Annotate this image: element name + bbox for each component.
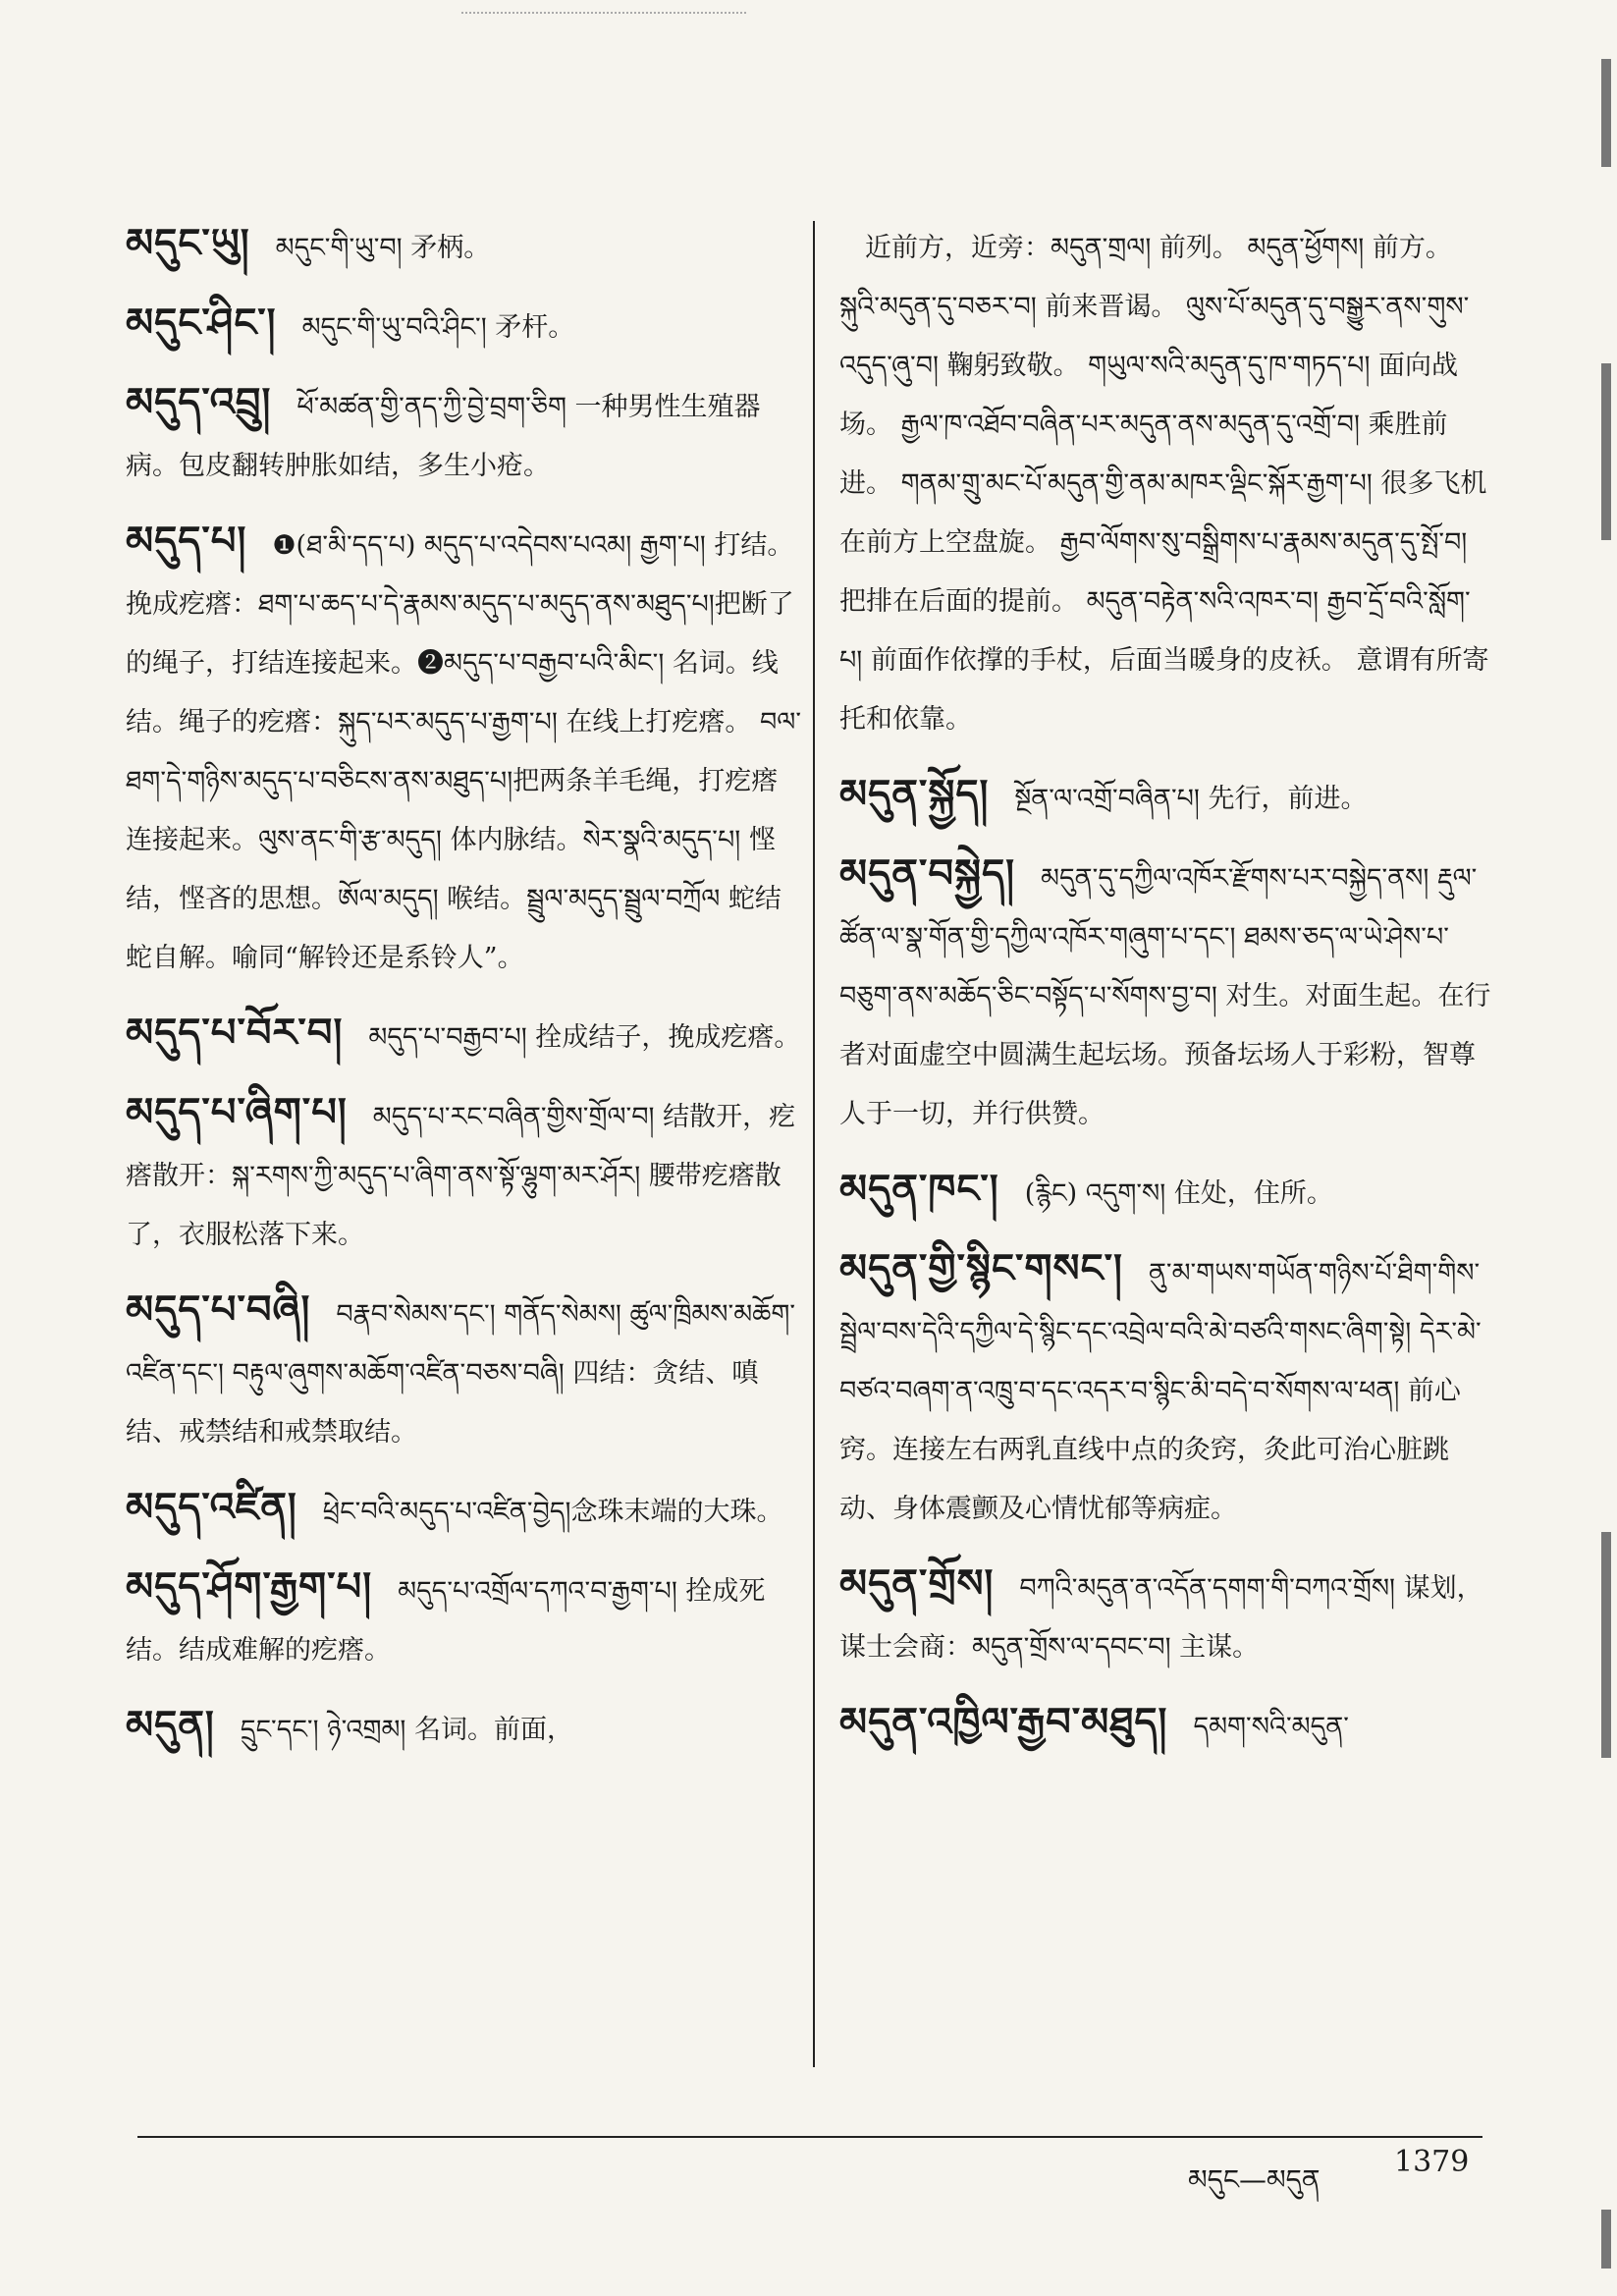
entry-headword: མདུང་ཡུ། bbox=[126, 221, 250, 266]
edge-mark bbox=[1601, 59, 1611, 167]
edge-mark bbox=[1601, 1532, 1611, 1758]
dictionary-entry bbox=[126, 1281, 803, 1462]
entry-definition: མདུང་གི་ཡུ་བའི་ཤིང་། 矛杆。 bbox=[301, 312, 575, 343]
entry-definition: སྔོན་ལ་འགྲོ་བཞིན་པ། 先行，前进。 bbox=[1014, 784, 1368, 814]
entry-definition: མདུན་དུ་དཀྱིལ་འཁོར་རྫོགས་པར་བསྐྱེད་ནས། རྡུལ་ཚོན་ལ་སྣ་གོན་གྱི་དཀྱིལ་འཁོར་གཞུག་པ་དང་། ཐམས་ཅད་ལ་ཡེ་ཤེས་པ་བཅུག་ནས་མཆོད་ཅིང་བསྟོད་པ་སོགས་བྱ་བ། 对生。对面生起。在行者对面虚空中圆满生起坛场。预备坛场人于彩粉，智尊人于一切，并行供赞。 bbox=[839, 863, 1491, 1129]
footer-rule bbox=[137, 2136, 1482, 2138]
entry-definition: བརྣབ་སེམས་དང་། གནོད་སེམས། ཚུལ་ཁྲིམས་མཆོག་འཛིན་དང་། བརྟུལ་ཞུགས་མཆོག་འཛིན་བཅས་བཞི། 四结：贪结、嗔结、戒禁结和戒禁取结。 bbox=[126, 1299, 796, 1448]
entry-definition: མདུད་པ་རང་བཞིན་གྱིས་གྲོལ་བ། 结散开，疙瘩散开：སྐ་རགས་ཀྱི་མདུད་པ་ཞིག་ནས་སྟོ་ལྷུག་མར་ཤོར། 腰带疙瘩散了，衣服松落下来。 bbox=[126, 1102, 796, 1250]
dictionary-entry bbox=[839, 1160, 1492, 1224]
dictionary-entry bbox=[126, 294, 803, 357]
dictionary-entry bbox=[126, 512, 803, 988]
entry-headword: མདུན་གྲོས། bbox=[839, 1561, 995, 1607]
dictionary-entry bbox=[839, 1555, 1492, 1677]
top-dotted-rule bbox=[461, 12, 746, 14]
dictionary-entry bbox=[126, 1004, 803, 1067]
entry-headword: མདུན་ཁང་། bbox=[839, 1167, 999, 1212]
dictionary-entry bbox=[126, 373, 803, 496]
right-column bbox=[839, 214, 1492, 2050]
column-divider bbox=[813, 221, 815, 2067]
dictionary-entry bbox=[126, 1696, 803, 1760]
entry-definition: (རྙིང) འདུག་ས། 住处，住所。 bbox=[1024, 1178, 1333, 1209]
entry-headword: མདུད་པ་བཞི། bbox=[126, 1287, 311, 1333]
edge-mark bbox=[1601, 363, 1611, 540]
entry-headword: མདུན་བསྐྱེད། bbox=[839, 851, 1015, 897]
entry-definition: ཕྲེང་བའི་མདུད་པ་འཛིན་བྱེད།念珠末端的大珠。 bbox=[322, 1497, 783, 1527]
entry-headword: མདུན་འཁྱིལ་རྒྱབ་མཐུད། bbox=[839, 1700, 1168, 1745]
entry-definition: མདུད་པ་བརྒྱབ་པ། 拴成结子，挽成疙瘩。 bbox=[368, 1022, 801, 1053]
dictionary-entry-continued bbox=[839, 214, 1492, 749]
entry-headword: མདུད་འབྲུ། bbox=[126, 380, 272, 425]
entry-headword: མདུན་གྱི་སྙིང་གསང་། bbox=[839, 1246, 1123, 1291]
dictionary-entry bbox=[126, 1478, 803, 1542]
dictionary-entry bbox=[839, 1239, 1492, 1539]
entry-headword: མདུད་པ་བོར་བ། bbox=[126, 1011, 344, 1056]
dictionary-entry bbox=[126, 214, 803, 278]
entry-headword: མདུད་པ་ཞིག་པ། bbox=[126, 1090, 348, 1135]
dictionary-entry bbox=[126, 1083, 803, 1265]
entry-headword: མདུན་སྐྱོད། bbox=[839, 772, 990, 817]
dictionary-entry bbox=[839, 845, 1492, 1144]
dictionary-entry bbox=[126, 1558, 803, 1680]
entry-definition: དམག་སའི་མདུན་ bbox=[1193, 1712, 1349, 1742]
entry-definition: 近前方，近旁：མདུན་གྲལ། 前列。 མདུན་ཕྱོགས། 前方。 སྐུའི་མདུན་དུ་བཅར་བ། 前来晋谒。 ལུས་པོ་མདུན་དུ་བསྒྱུར་ནས་གུས་འདུད་ཞུ་བ། 鞠躬致敬。 གཡུལ་སའི་མདུན་དུ་ཁ་གཏད་པ། 面向战场。 རྒྱལ་ཁ་འཐོབ་བཞིན་པར་མདུན་ནས་མདུན་དུ་འགྲོ་བ། 乘胜前进。 གནམ་གྲུ་མང་པོ་མདུན་གྱི་ནམ་མཁར་ལྡིང་སྐོར་རྒྱག་པ། 很多飞机在前方上空盘旋。 རྒྱབ་ལོགས་སུ་བསྒྲིགས་པ་རྣམས་མདུན་དུ་སྤོ་བ། 把排在后面的提前。 མདུན་བརྟེན་སའི་འཁར་བ། རྒྱབ་དྲོ་བའི་སློག་པ། 前面作依撑的手杖，后面当暖身的皮袄。 意谓有所寄托和依靠。 bbox=[839, 233, 1489, 735]
entry-definition: ❶(ཐ་མི་དད་པ) མདུད་པ་འདེབས་པའམ། རྒྱག་པ། 打结。挽成疙瘩：ཐག་པ་ཆད་པ་དེ་རྣམས་མདུད་པ་མདུད་ནས་མཐུད་པ།把断了的绳子，打结连接起来。❷མདུད་པ་བརྒྱབ་པའི་མིང་། 名词。线结。绳子的疙瘩：སྐུད་པར་མདུད་པ་རྒྱག་པ། 在线上打疙瘩。 བལ་ཐག་དེ་གཉིས་མདུད་པ་བཅིངས་ནས་མཐུད་པ།把两条羊毛绳，打疙瘩连接起来。ལུས་ནང་གི་རྩ་མདུད། 体内脉结。སེར་སྣའི་མདུད་པ། 悭结，悭吝的思想。ཨོལ་མདུད། 喉结。སྦྲུལ་མདུད་སྦྲུལ་བཀྲོལ 蛇结蛇自解。喻同“解铃还是系铃人”。 bbox=[126, 530, 802, 973]
page-number: 1379 bbox=[1394, 2145, 1470, 2179]
page-edge-marks bbox=[1588, 0, 1617, 2296]
left-column bbox=[126, 214, 803, 2050]
entry-headword: མདུང་ཤིང་། bbox=[126, 301, 277, 346]
dictionary-entry bbox=[839, 1693, 1492, 1757]
entry-definition: ནུ་མ་གཡས་གཡོན་གཉིས་པོ་ཐིག་གིས་སྦྲེལ་བས་དེའི་དཀྱིལ་དེ་སྙིང་དང་འབྲེལ་བའི་མེ་བཙའི་གསང་ཞིག་སྟེ། དེར་མེ་བཙའ་བཞག་ན་འཁྲུ་བ་དང་འདར་བ་སྙིང་མི་བདེ་བ་སོགས་ལ་ཕན། 前心窍。连接左右两乳直线中点的灸窍，灸此可治心脏跳动、身体震颤及心情忧郁等病症。 bbox=[839, 1258, 1482, 1524]
entry-headword: མདུན། bbox=[126, 1703, 215, 1748]
dictionary-entry bbox=[839, 765, 1492, 829]
entry-definition: བཀའི་མདུན་ན་འདོན་དགག་གི་བཀའ་གྲོས། 谋划，谋士会商：མདུན་གྲོས་ལ་དབང་བ། 主谋。 bbox=[839, 1573, 1483, 1663]
running-head: མདུང—མདུན bbox=[1188, 2163, 1321, 2196]
entry-headword: མདུད་ཤོག་རྒྱག་པ། bbox=[126, 1564, 373, 1610]
entry-definition: མདུང་གི་ཡུ་བ། 矛柄。 bbox=[275, 233, 491, 263]
edge-mark bbox=[1601, 2210, 1611, 2269]
entry-definition: ཕོ་མཚན་གྱི་ནད་ཀྱི་བྱེ་བྲག་ཅིག 一种男性生殖器病。包皮翻转肿胀如结，多生小疮。 bbox=[126, 392, 761, 481]
entry-definition: མདུད་པ་འགྲོལ་དཀའ་བ་རྒྱག་པ། 拴成死结。结成难解的疙瘩。 bbox=[126, 1576, 766, 1666]
entry-headword: མདུད་པ། bbox=[126, 519, 247, 564]
entry-headword: མདུད་འཛིན། bbox=[126, 1485, 297, 1530]
entry-definition: དྲུང་དང་། ཉེ་འགྲམ། 名词。前面， bbox=[240, 1715, 574, 1745]
